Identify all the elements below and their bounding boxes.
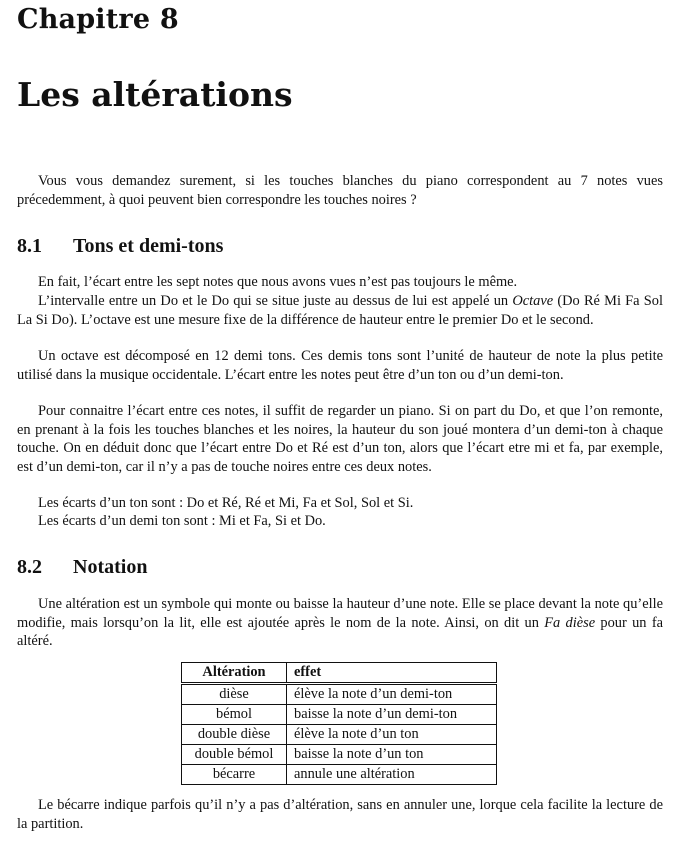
paragraph xyxy=(17,273,663,292)
paragraph-text: Un octave est décomposé en 12 demi tons. Ces demis tons sont l’unité de hauteur de note la plus petite utilisé dans la musique occidentale. L’écart entre les notes peut être d’un ton ou d’un demi-ton. xyxy=(17,348,663,383)
table-cell: baisse la note d’un ton xyxy=(287,745,497,765)
intro-text: Vous vous demandez surement, si les touches blanches du piano correspondent au 7 notes vues précedemment, à quoi peuvent bien correspondre les touches noires ? xyxy=(17,173,663,208)
table-cell: double bémol xyxy=(182,745,287,765)
emphasis-text: Octave xyxy=(512,293,554,309)
section-heading-8-2 xyxy=(17,556,147,579)
paragraph-text: Le bécarre indique parfois qu’il n’y a pas d’altération, sans en annuler une, lorque cela facilite la lecture de la partition. xyxy=(17,797,663,832)
paragraph-text: En fait, l’écart entre les sept notes que nous avons vues n’est pas toujours le même. xyxy=(38,274,518,290)
paragraph-text: Pour connaitre l’écart entre ces notes, il suffit de regarder un piano. Si on part du Do, et que l’on remonte, en prenant à la fois les touches blanches et les noires, la hauteur du son joué montera d’un demi-ton à chaque touche. On en déduit donc que l’écart entre Do et Ré est d’un ton, alors que l’écart etre mi et fa, par exemple, est d’un demi-ton, car il n’y a pas de touche noires entre ces deux notes. xyxy=(17,403,663,475)
paragraph-text: Les écarts d’un ton sont : Do et Ré, Ré et Mi, Fa et Sol, Sol et Si. xyxy=(38,495,414,511)
table-row xyxy=(182,765,497,785)
paragraph xyxy=(17,494,663,513)
section-title: Tons et demi-tons xyxy=(73,235,224,257)
table-cell: baisse la note d’un demi-ton xyxy=(287,705,497,725)
section-title: Notation xyxy=(73,556,148,578)
emphasis-text: Fa dièse xyxy=(544,614,596,631)
paragraph xyxy=(17,347,663,384)
paragraph-text: L’intervalle entre un Do et le Do qui se situe juste au dessus de lui est appelé un xyxy=(38,293,513,309)
chapter-label: Chapitre 8 xyxy=(17,4,179,35)
paragraph xyxy=(17,796,663,833)
section-number: 8.2 xyxy=(17,556,42,578)
paragraph xyxy=(17,292,663,329)
paragraph-text: Une altération est un symbole qui monte ou baisse la hauteur d’une note. Elle se place devant la note qu’elle modifie, mais lorsqu’on la lit, elle est ajoutée après le nom de la note. Ainsi, on dit un xyxy=(17,596,663,631)
alterations-table xyxy=(181,662,497,785)
section-number: 8.1 xyxy=(17,235,42,257)
table-cell: double dièse xyxy=(182,725,287,745)
table-cell: annule une altération xyxy=(287,765,497,785)
table-cell: élève la note d’un demi-ton xyxy=(287,684,497,705)
table-row xyxy=(182,705,497,725)
table-row xyxy=(182,725,497,745)
paragraph-text: Les écarts d’un demi ton sont : Mi et Fa, Si et Do. xyxy=(38,513,326,529)
chapter-title: Les altérations xyxy=(17,75,293,114)
paragraph-text: (Do Ré Mi Fa Sol La Si Do). L’octave est une mesure fixe de la différence de hauteur entre le premier Do et le second. xyxy=(17,293,663,328)
table-header: effet xyxy=(287,663,497,684)
table-header-row xyxy=(182,663,497,684)
table-header: Altération xyxy=(182,663,287,684)
paragraph xyxy=(17,402,663,476)
paragraph-text: pour un fa altéré. xyxy=(17,614,663,650)
table-cell: dièse xyxy=(182,684,287,705)
table-row xyxy=(182,745,497,765)
section-heading-8-1 xyxy=(17,235,223,258)
table-cell: bécarre xyxy=(182,765,287,785)
paragraph xyxy=(17,595,663,651)
table-row xyxy=(182,684,497,705)
intro-paragraph xyxy=(17,172,663,209)
table-cell: élève la note d’un ton xyxy=(287,725,497,745)
table-cell: bémol xyxy=(182,705,287,725)
paragraph xyxy=(17,512,663,531)
